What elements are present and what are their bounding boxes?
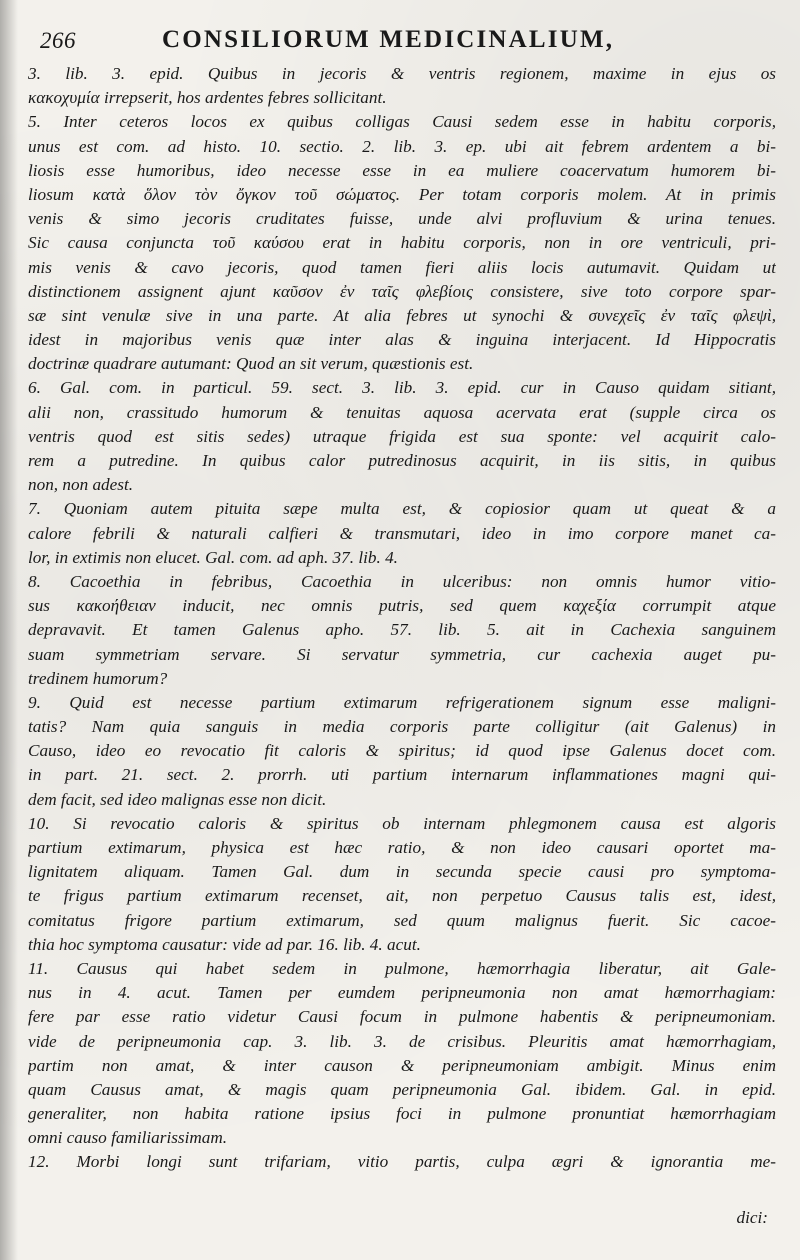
text-line: tredinem humorum? <box>28 668 168 688</box>
text-line: quam Causus amat, & magis quam peripneumonia Gal. ibidem. Gal. in epid. <box>28 1079 776 1099</box>
text-line: rem a putredine. In quibus calor putredinosus acquirit, in iis sitis, in quibus <box>28 451 776 470</box>
text-line: unus est com. ad histo. 10. sectio. 2. lib. 3. ep. ubi ait febrem ardentem a bi- <box>28 136 776 156</box>
text-line: non, non adest. <box>28 475 134 495</box>
page-header <box>30 22 790 62</box>
body-text <box>28 62 776 1175</box>
text-line: 10. Si revocatio caloris & spiritus ob internam phlegmonem causa est algoris <box>28 813 776 833</box>
catchword: dici: <box>736 1208 768 1227</box>
text-line: lignitatem aliquam. Tamen Gal. dum in secunda specie causi pro symptoma- <box>28 862 776 882</box>
text-line: tatis? Nam quia sanguis in media corporis parte colligitur (ait Galenus) in <box>28 717 776 737</box>
text-line: κακοχυμία irrepserit, hos ardentes febres sollicitant. <box>28 88 387 108</box>
text-line: depravavit. Et tamen Galenus apho. 57. lib. 5. ait in Cachexia sanguinem <box>28 620 776 640</box>
text-line: 11. Causus qui habet sedem in pulmone, hæmorrhagia liberatur, ait Gale- <box>28 958 776 978</box>
text-line: comitatus frigore partium extimarum, sed quum malignus fuerit. Sic cacoe- <box>28 910 776 930</box>
text-line: 6. Gal. com. in particul. 59. sect. 3. lib. 3. epid. cur in Causo quidam sitiant, <box>28 378 776 398</box>
text-line: in part. 21. sect. 2. prorrh. uti partium internarum inflammationes magni qui- <box>28 765 776 785</box>
text-line: calore febrili & naturali calfieri & transmutari, ideo in imo corpore manet ca- <box>28 523 776 543</box>
text-line: omni causo familiarissimam. <box>28 1128 228 1148</box>
running-title: CONSILIORUM MEDICINALIUM, <box>162 26 615 53</box>
text-line: nus in 4. acut. Tamen per eumdem peripneumonia non amat hæmorrhagiam: <box>28 983 776 1003</box>
text-line: sus κακοήθειαν inducit, nec omnis putris, sed quem καχεξία corrumpit atque <box>28 596 776 616</box>
text-line: te frigus partium extimarum recenset, ait, non perpetuo Causus talis est, idest, <box>28 886 776 906</box>
text-line: thia hoc symptoma causatur: vide ad par. 16. lib. 4. acut. <box>28 934 421 954</box>
text-line: 12. Morbi longi sunt trifariam, vitio partis, culpa ægri & ignorantia me- <box>28 1152 776 1172</box>
text-line: 5. Inter ceteros locos ex quibus colligas Causi sedem esse in habitu corporis, <box>28 112 776 132</box>
text-line: distinctionem assignent ajunt καῦσον ἐν ταῖς φλεβίοις consistere, sive toto corpore spar- <box>28 281 776 301</box>
text-line: vide de peripneumonia cap. 3. lib. 3. de crisibus. Pleuritis amat hæmorrhagiam, <box>28 1031 776 1051</box>
text-line: doctrinæ quadrare autumant: Quod an sit verum, quæstionis est. <box>28 354 474 374</box>
text-line: fere par esse ratio videtur Causi focum in pulmone habentis & peripneumoniam. <box>28 1007 776 1027</box>
text-line: suam symmetriam servare. Si servatur symmetria, cur cachexia auget pu- <box>28 644 776 664</box>
text-line: liosum κατὰ ὅλον τὸν ὄγκον τοῦ σώματος. Per totam corporis molem. At in primis <box>28 184 776 204</box>
text-line: idest in majoribus venis quæ inter alas & inguina interjacent. Id Hippocratis <box>28 330 776 350</box>
text-line: partim non amat, & inter causon & peripneumoniam ambigit. Minus enim <box>28 1055 776 1075</box>
text-line: venis & simo jecoris cruditates fuisse, unde alvi profluvium & urina tenues. <box>28 209 776 229</box>
text-line: Causo, ideo eo revocatio fit caloris & spiritus; id quod ipse Galenus docet com. <box>28 741 776 761</box>
text-line: partium extimarum, physica est hæc ratio, & non ideo causari oportet ma- <box>28 838 776 857</box>
page-number: 266 <box>40 28 76 53</box>
text-line: 3. lib. 3. epid. Quibus in jecoris & ventris regionem, maxime in ejus os <box>28 64 776 83</box>
text-line: dem facit, sed ideo malignas esse non dicit. <box>28 789 327 809</box>
text-line: alii non, crassitudo humorum & tenuitas aquosa acervata erat (supple circa os <box>28 402 776 422</box>
text-line: sæ sint venulæ sive in una parte. At alia febres ut synochi & συνεχεῖς ἐν ταῖς φλεψὶ, <box>28 305 776 325</box>
text-line: mis venis & cavo jecoris, quod tamen fieri aliis locis autumavit. Quidam ut <box>28 257 776 277</box>
text-line: lor, in extimis non elucet. Gal. com. ad aph. 37. lib. 4. <box>28 547 398 567</box>
text-line: 9. Quid est necesse partium extimarum refrigerationem signum esse maligni- <box>28 692 776 712</box>
text-line: generaliter, non habita ratione ipsius foci in pulmone pronuntiat hæmorrhagiam <box>28 1104 776 1124</box>
text-line: 7. Quoniam autem pituita sæpe multa est, & copiosior quam ut queat & a <box>28 499 776 519</box>
text-line: liosis esse humoribus, ideo necesse esse in ea muliere coacervatum humorem bi- <box>28 160 776 180</box>
text-line: Sic causa conjuncta τοῦ καύσου erat in habitu corporis, non in ore ventriculi, pri- <box>28 233 776 253</box>
text-line: 8. Cacoethia in febribus, Cacoethia in ulceribus: non omnis humor vitio- <box>28 571 776 591</box>
binding-gutter-shadow <box>0 0 18 1260</box>
text-line: ventris quod est sitis sedes) utraque frigida est sua sponte: vel acquirit calo- <box>28 426 776 446</box>
